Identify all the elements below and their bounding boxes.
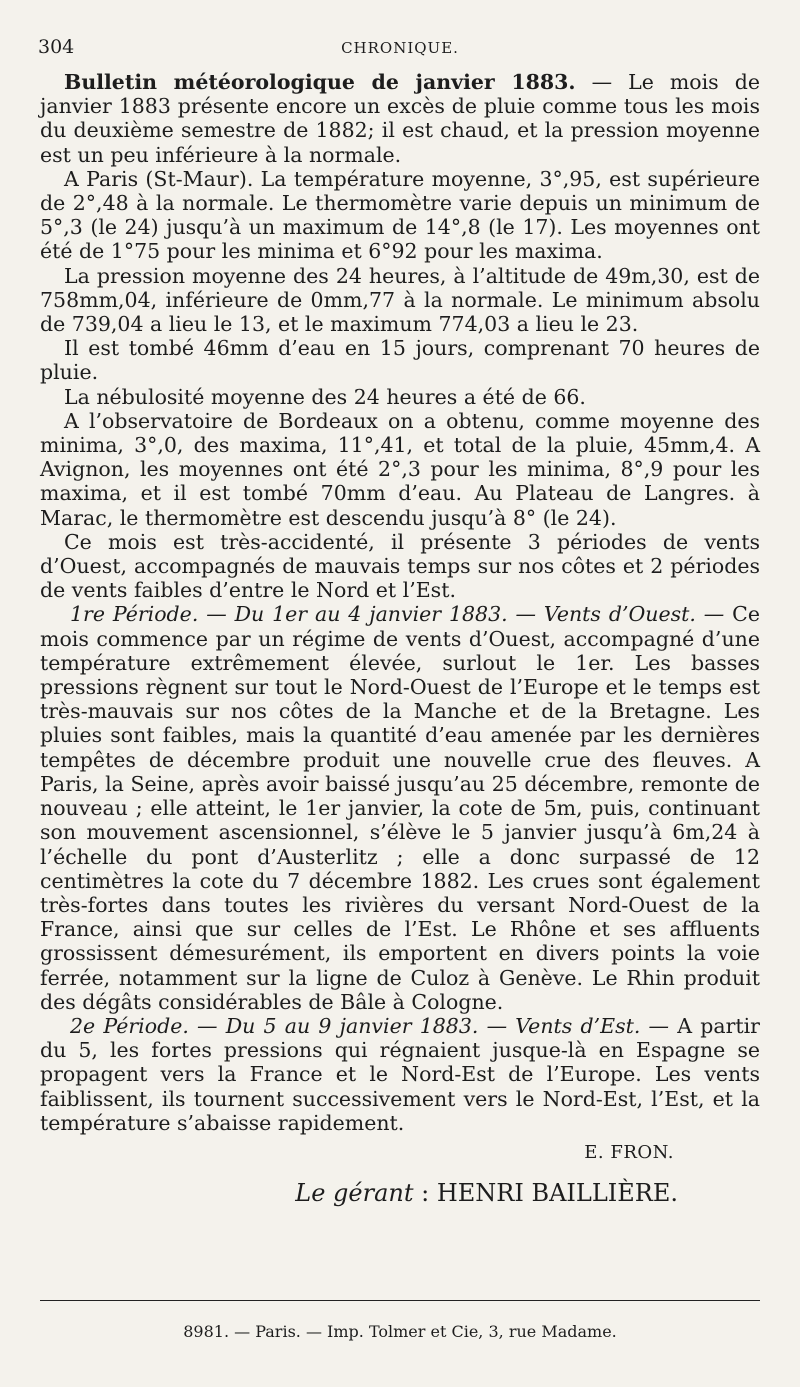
printer-imprint: 8981. — Paris. — Imp. Tolmer et Cie, 3, rue Madame. (183, 1322, 617, 1341)
period1-heading: 1re Période. — Du 1er au 4 janvier 1883. — Vents d’Ouest. — (70, 602, 725, 627)
running-title: CHRONIQUE. (341, 39, 459, 57)
gerant-separator: : (413, 1179, 437, 1208)
period1-text: Ce mois commence par un régime de vents d’Ouest, accompagné d’une température extrêmement élevée, surlout le 1er. Les basses pressions règnent sur tout le Nord-Ouest de l’Europe et le temps est très-mauvais sur nos côtes de la Manche et de la Bretagne. Les pluies sont faibles, mais la quantité d’eau amenée par les dernières tempêtes de décembre produit une nouvelle crue des fleuves. A Paris, la Seine, après avoir baissé jusqu’au 25 décembre, remonte de nouveau ; elle atteint, le 1er janvier, la cote de 5m, puis, continuant son mouvement ascensionnel, s’élève le 5 janvier jusqu’à 6m,24 à l’échelle du pont d’Austerlitz ; elle a donc surpassé de 12 centimètres la cote du 7 décembre 1882. Les crues sont également très-fortes dans toutes les rivières du versant Nord-Ouest de la France, ainsi que sur celles de l’Est. Le Rhône et ses affluents grossissent démesurément, ils emportent en divers points la voie ferrée, notamment sur la ligne de Culoz à Genève. Le Rhin produit des dégâts considérables de Bâle à Cologne. (40, 602, 760, 1014)
footer-rule (40, 1300, 760, 1301)
paragraph-periodes: Ce mois est très-accidenté, il présente 3 périodes de vents d’Ouest, accompagnés de mauvais temps sur nos côtes et 2 périodes de vents faibles d’entre le Nord et l’Est. (40, 529, 760, 603)
gerant-line (40, 1179, 760, 1208)
article-title: Bulletin météorologique de janvier 1883. (64, 70, 576, 94)
page-header (38, 36, 762, 60)
gerant-label: Le gérant (295, 1179, 414, 1208)
page-number: 304 (38, 36, 75, 58)
intro-paragraph (40, 70, 760, 167)
intro-text: — Le mois de janvier 1883 présente encore un excès de pluie comme tous les mois du deuxième semestre de 1882; il est chaud, et la pression moyenne est un peu inférieure à la normale. (40, 70, 760, 167)
gerant-name: HENRI BAILLIÈRE. (436, 1179, 678, 1208)
period2-paragraph (40, 1014, 760, 1135)
paragraph-paris: A Paris (St-Maur). La température moyenne, 3°,95, est supérieure de 2°,48 à la normale. Le thermomètre varie depuis un minimum de 5°,3 (le 24) jusqu’à un maximum de 14°,8 (le 17). Les moyennes ont été de 1°75 pour les minima et 6°92 pour les maxima. (40, 166, 760, 264)
paragraph-nebulosite: La nébulosité moyenne des 24 heures a été de 66. (64, 384, 586, 409)
period2-heading: 2e Période. — Du 5 au 9 janvier 1883. — Vents d’Est. — (70, 1013, 670, 1038)
paragraph-pression: La pression moyenne des 24 heures, à l’altitude de 49m,30, est de 758mm,04, inférieure de 0mm,77 à la normale. Le minimum absolu de 739,04 a lieu le 13, et le maximum 774,03 a lieu le 23. (40, 263, 760, 337)
period1-paragraph (40, 602, 760, 1013)
signature: E. FRON. (584, 1141, 674, 1163)
paragraph-bordeaux: A l’observatoire de Bordeaux on a obtenu, comme moyenne des minima, 3°,0, des maxima, 11°,41, et total de la pluie, 45mm,4. A Avignon, les moyennes ont été 2°,3 pour les minima, 8°,9 pour les maxima, et il est tombé 70mm d’eau. Au Plateau de Langres. à Marac, le thermomètre est descendu jusqu’à 8° (le 24). (40, 408, 760, 530)
period2-text: A partir du 5, les fortes pressions qui régnaient jusque-là en Espagne se propagent vers la France et le Nord-Est de l’Europe. Les vents faiblissent, ils tournent successivement vers le Nord-Est, l’Est, et la température s’abaisse rapidement. (40, 1013, 760, 1135)
paragraph-pluie: Il est tombé 46mm d’eau en 15 jours, comprenant 70 heures de pluie. (40, 336, 760, 385)
article-body (40, 70, 760, 1208)
